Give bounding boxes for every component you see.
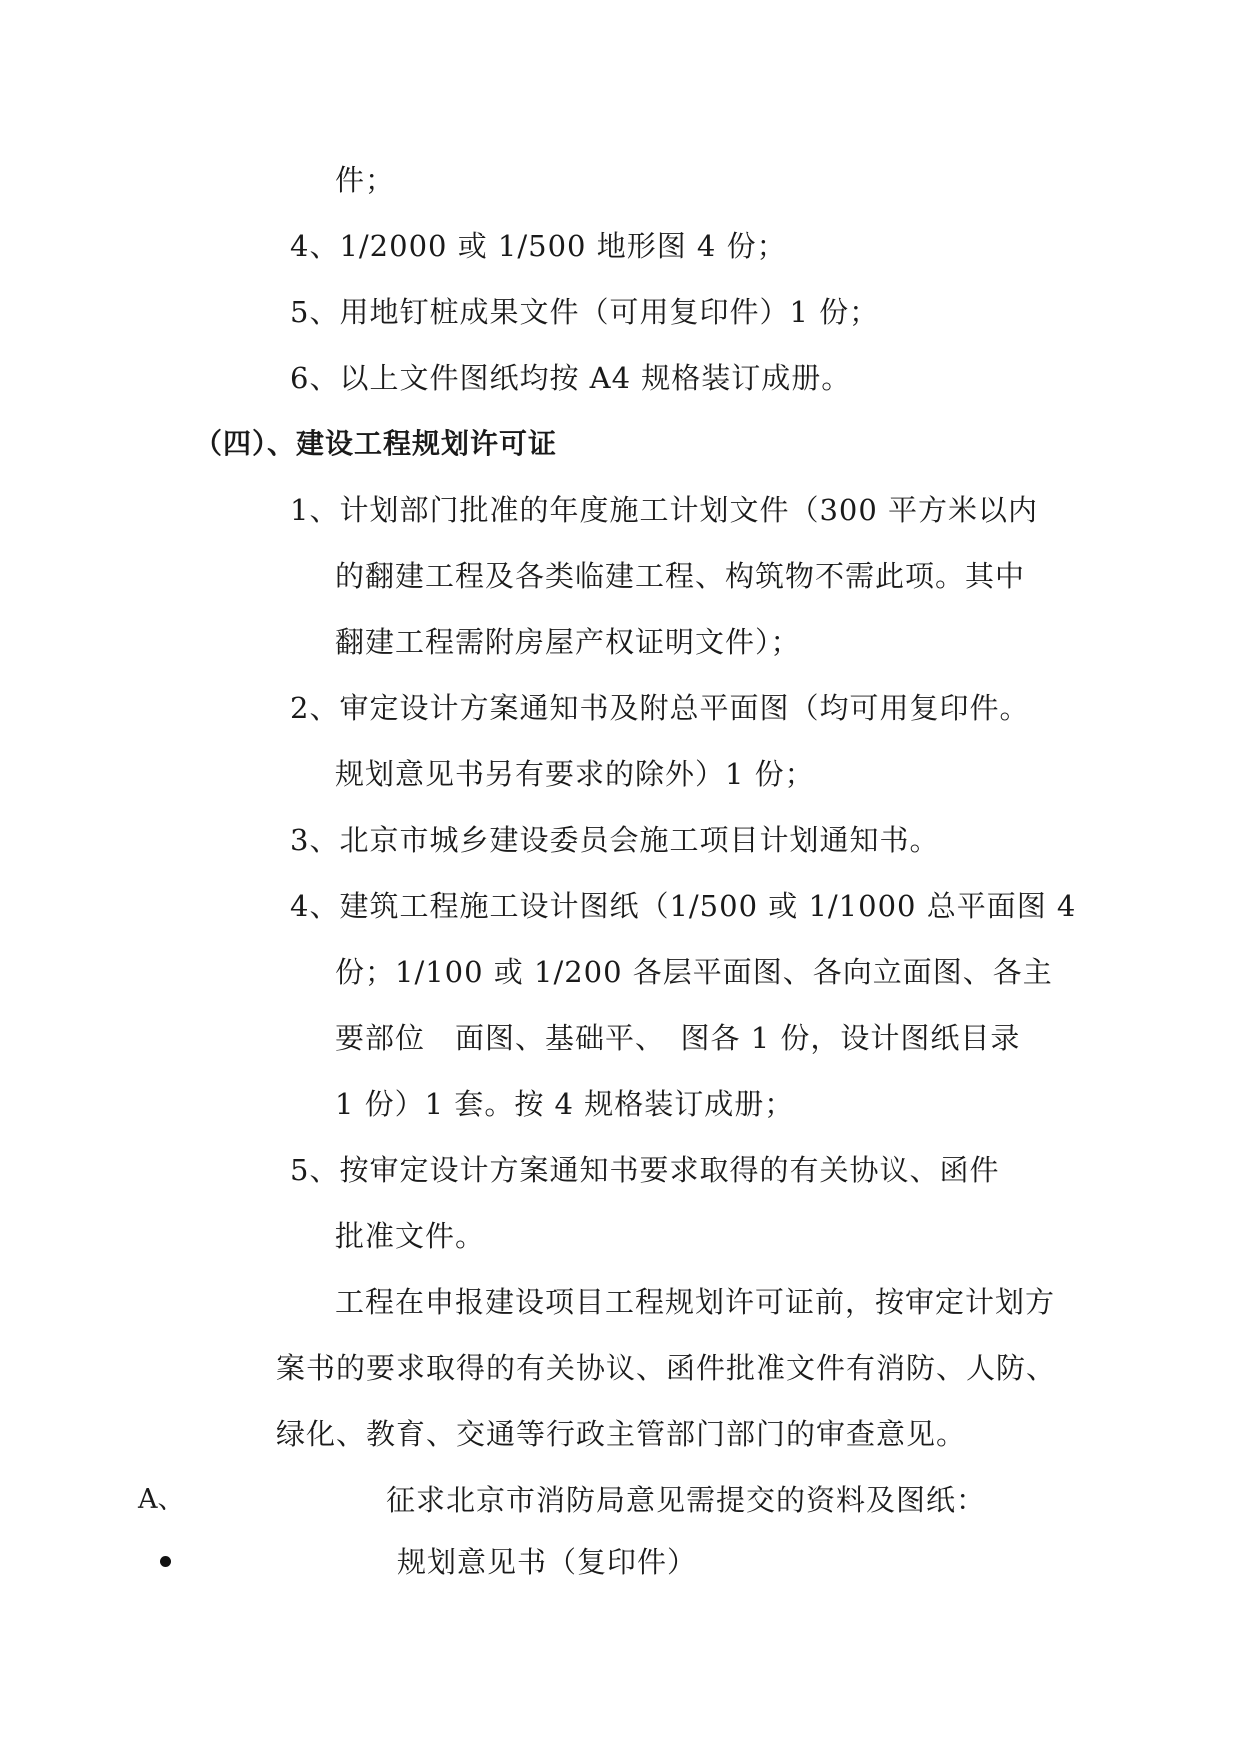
list-item: 5、按审定设计方案通知书要求取得的有关协议、函件 bbox=[290, 1153, 1000, 1187]
list-item: 规划意见书（复印件） bbox=[397, 1545, 698, 1579]
list-item: 6、以上文件图纸均按 A4 规格装订成册。 bbox=[290, 361, 852, 395]
section-heading: （四）、建设工程规划许可证 bbox=[194, 427, 558, 460]
text-line: 批准文件。 bbox=[335, 1219, 486, 1253]
text-line: 征求北京市消防局意见需提交的资料及图纸： bbox=[386, 1483, 987, 1517]
text-line: 规划意见书另有要求的除外）1 份； bbox=[335, 757, 815, 791]
text-line: 要部位 面图、基础平、 图各 1 份，设计图纸目录 bbox=[335, 1021, 1021, 1055]
list-item: 4、1/2000 或 1/500 地形图 4 份； bbox=[290, 229, 787, 263]
text-line: 份；1/100 或 1/200 各层平面图、各向立面图、各主 bbox=[335, 955, 1053, 989]
text-line: 1 份）1 套。按 4 规格装订成册； bbox=[335, 1087, 795, 1121]
text-line: 件； bbox=[335, 163, 396, 197]
bullet-icon bbox=[160, 1556, 171, 1567]
paragraph-line: 绿化、教育、交通等行政主管部门部门的审查意见。 bbox=[276, 1417, 967, 1451]
paragraph-line: 工程在申报建设项目工程规划许可证前，按审定计划方 bbox=[335, 1285, 1056, 1319]
list-item: 4、建筑工程施工设计图纸（1/500 或 1/1000 总平面图 4 bbox=[290, 889, 1077, 923]
paragraph-line: 案书的要求取得的有关协议、函件批准文件有消防、人防、 bbox=[276, 1351, 1057, 1385]
text-line: 翻建工程需附房屋产权证明文件）； bbox=[335, 625, 801, 659]
text-line: 的翻建工程及各类临建工程、构筑物不需此项。其中 bbox=[335, 559, 1026, 593]
list-item: 3、北京市城乡建设委员会施工项目计划通知书。 bbox=[290, 823, 940, 857]
list-item: 5、用地钉桩成果文件（可用复印件）1 份； bbox=[290, 295, 880, 329]
section-marker: A、 bbox=[138, 1484, 185, 1515]
list-item: 1、计划部门批准的年度施工计划文件（300 平方米以内 bbox=[290, 493, 1039, 527]
list-item: 2、审定设计方案通知书及附总平面图（均可用复印件。 bbox=[290, 691, 1030, 725]
